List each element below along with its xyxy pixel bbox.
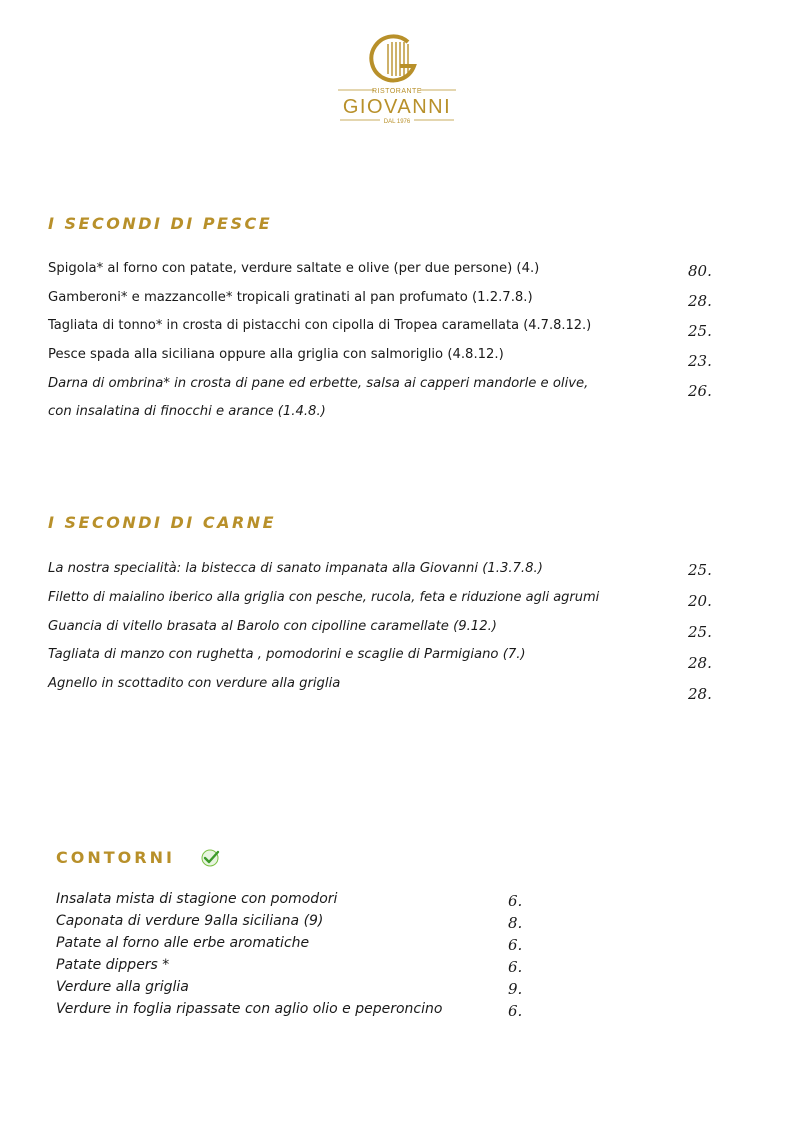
menu-item-price: 23. [688, 352, 712, 370]
menu-item-name: Spigola* al forno con patate, verdure saltate e olive (per due persone) (4.) [48, 261, 540, 276]
menu-item-name: con insalatina di finocchi e arance (1.4.8.) [48, 404, 326, 419]
menu-item-price: 8. [508, 914, 523, 932]
section-title-contorni: CONTORNI [56, 848, 175, 867]
menu-item-price: 80. [688, 262, 712, 280]
menu-item-name: Guancia di vitello brasata al Barolo con cipolline caramellate (9.12.) [48, 619, 497, 634]
menu-item-price: 6. [508, 958, 523, 976]
menu-item-price: 20. [688, 592, 712, 610]
menu-item-name: Tagliata di manzo con rughetta , pomodorini e scaglie di Parmigiano (7.) [48, 647, 526, 662]
restaurant-logo [330, 30, 464, 128]
menu-item-name: Verdure alla griglia [56, 979, 189, 995]
menu-item-price: 25. [688, 561, 712, 579]
menu-item-price: 6. [508, 1002, 523, 1020]
logo-small-text: RISTORANTE [372, 88, 422, 95]
menu-item-price: 9. [508, 980, 523, 998]
section-title-carne: I SECONDI DI CARNE [48, 513, 277, 532]
menu-item-name: Patate al forno alle erbe aromatiche [56, 935, 310, 951]
menu-item-name: Filetto di maialino iberico alla griglia con pesche, rucola, feta e riduzione agli agrumi [48, 590, 600, 605]
menu-item-name: Pesce spada alla siciliana oppure alla griglia con salmoriglio (4.8.12.) [48, 347, 504, 362]
menu-item-name: Patate dippers * [56, 957, 170, 973]
menu-item-name: Caponata di verdure 9alla siciliana (9) [56, 913, 324, 929]
menu-item-name: Agnello in scottadito con verdure alla griglia [48, 676, 341, 691]
logo-name: GIOVANNI [342, 96, 452, 118]
menu-item-price: 6. [508, 936, 523, 954]
menu-item-price: 6. [508, 892, 523, 910]
menu-item-name: Verdure in foglia ripassate con aglio olio e peperoncino [56, 1001, 443, 1017]
menu-item-price: 25. [688, 322, 712, 340]
menu-item-name: Insalata mista di stagione con pomodori [56, 891, 338, 907]
menu-item-price: 28. [688, 654, 712, 672]
menu-item-price: 28. [688, 292, 712, 310]
menu-item-name: Tagliata di tonno* in crosta di pistacchi con cipolla di Tropea caramellata (4.7.8.12.) [48, 318, 592, 333]
check-badge-icon [200, 848, 222, 868]
menu-item-name: Darna di ombrina* in crosta di pane ed erbette, salsa ai capperi mandorle e olive, [48, 376, 589, 391]
logo-since: DAL 1976 [383, 119, 411, 125]
section-title-pesce: I SECONDI DI PESCE [48, 214, 273, 233]
menu-item-name: Gamberoni* e mazzancolle* tropicali gratinati al pan profumato (1.2.7.8.) [48, 290, 533, 305]
menu-item-price: 28. [688, 685, 712, 703]
menu-item-name: La nostra specialità: la bistecca di sanato impanata alla Giovanni (1.3.7.8.) [48, 561, 543, 576]
menu-item-price: 26. [688, 382, 712, 400]
menu-item-price: 25. [688, 623, 712, 641]
